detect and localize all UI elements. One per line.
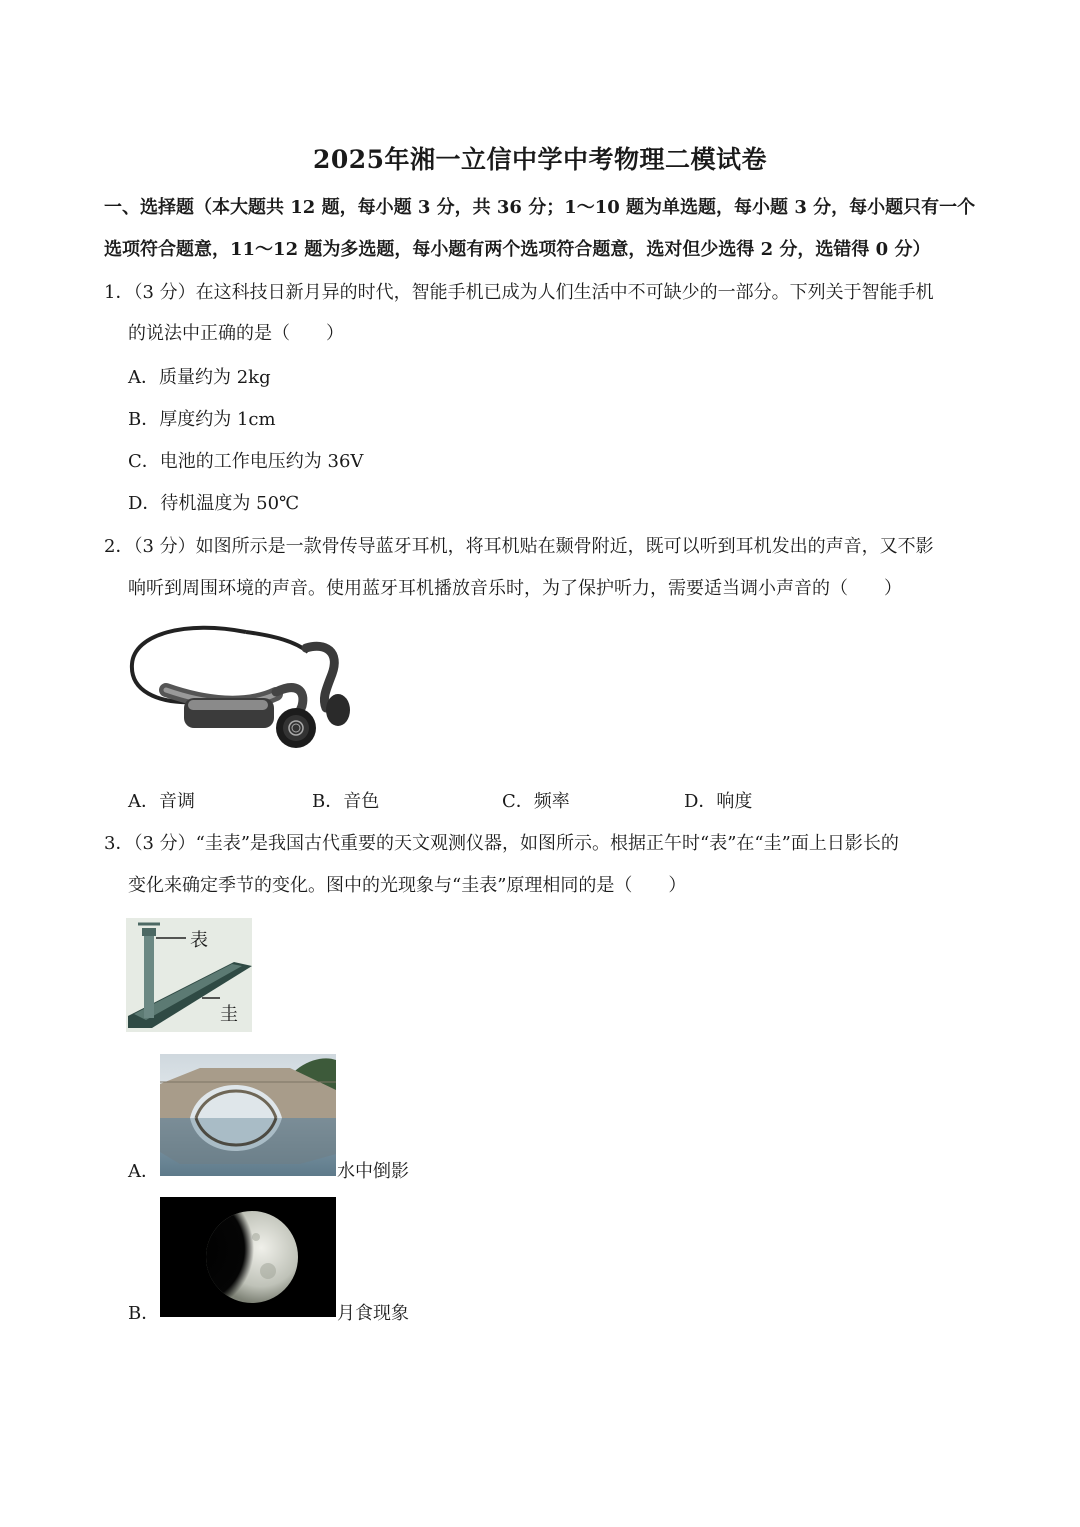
q1-option-c: C．电池的工作电压约为 36V bbox=[128, 451, 364, 472]
arch-bridge-reflection-image bbox=[160, 1054, 336, 1176]
page-title: 2025年湘一立信中学中考物理二模试卷 bbox=[312, 145, 768, 174]
fig-label-biao: 表 bbox=[190, 930, 208, 951]
q3-stem-line-1: 3．（3 分）“圭表”是我国古代重要的天文观测仪器，如图所示。根据正午时“表”在“圭”面上日影长的 bbox=[104, 833, 899, 854]
section-header-line-2: 选项符合题意，11～12 题为多选题，每小题有两个选项符合题意，选对但少选得 2 分，选错得 0 分） bbox=[104, 239, 931, 260]
q3-option-b-letter: B． bbox=[128, 1303, 160, 1324]
q2-stem-line-1: 2．（3 分）如图所示是一款骨传导蓝牙耳机，将耳机贴在颞骨附近，既可以听到耳机发出的声音，又不影 bbox=[104, 536, 934, 557]
q1-stem-line-1: 1．（3 分）在这科技日新月异的时代，智能手机已成为人们生活中不可缺少的一部分。下列关于智能手机 bbox=[104, 282, 934, 303]
fig-label-gui: 圭 bbox=[220, 1004, 238, 1025]
q3-option-a-letter: A． bbox=[128, 1161, 159, 1182]
section-header-line-1: 一、选择题（本大题共 12 题，每小题 3 分，共 36 分；1～10 题为单选题，每小题 3 分，每小题只有一个 bbox=[104, 197, 976, 218]
gui-biao-figure bbox=[126, 918, 252, 1032]
q2-option-d: D．响度 bbox=[684, 791, 753, 812]
q1-option-a: A．质量约为 2kg bbox=[128, 367, 271, 388]
q2-option-a: A．音调 bbox=[128, 791, 195, 812]
q2-option-b: B．音色 bbox=[312, 791, 380, 812]
q1-option-b: B．厚度约为 1cm bbox=[128, 409, 276, 430]
bone-conduction-headphone-image bbox=[126, 612, 354, 778]
q3-option-b-text: 月食现象 bbox=[337, 1303, 409, 1324]
q3-stem-line-2: 变化来确定季节的变化。图中的光现象与“圭表”原理相同的是（ ） bbox=[128, 875, 687, 896]
q1-stem-line-2: 的说法中正确的是（ ） bbox=[128, 323, 344, 344]
q1-option-d: D．待机温度为 50℃ bbox=[128, 493, 300, 514]
lunar-eclipse-image bbox=[160, 1197, 336, 1317]
q3-option-a-text: 水中倒影 bbox=[337, 1161, 409, 1182]
q2-stem-line-2: 响听到周围环境的声音。使用蓝牙耳机播放音乐时，为了保护听力，需要适当调小声音的（ ） bbox=[128, 578, 902, 599]
q2-option-c: C．频率 bbox=[502, 791, 570, 812]
